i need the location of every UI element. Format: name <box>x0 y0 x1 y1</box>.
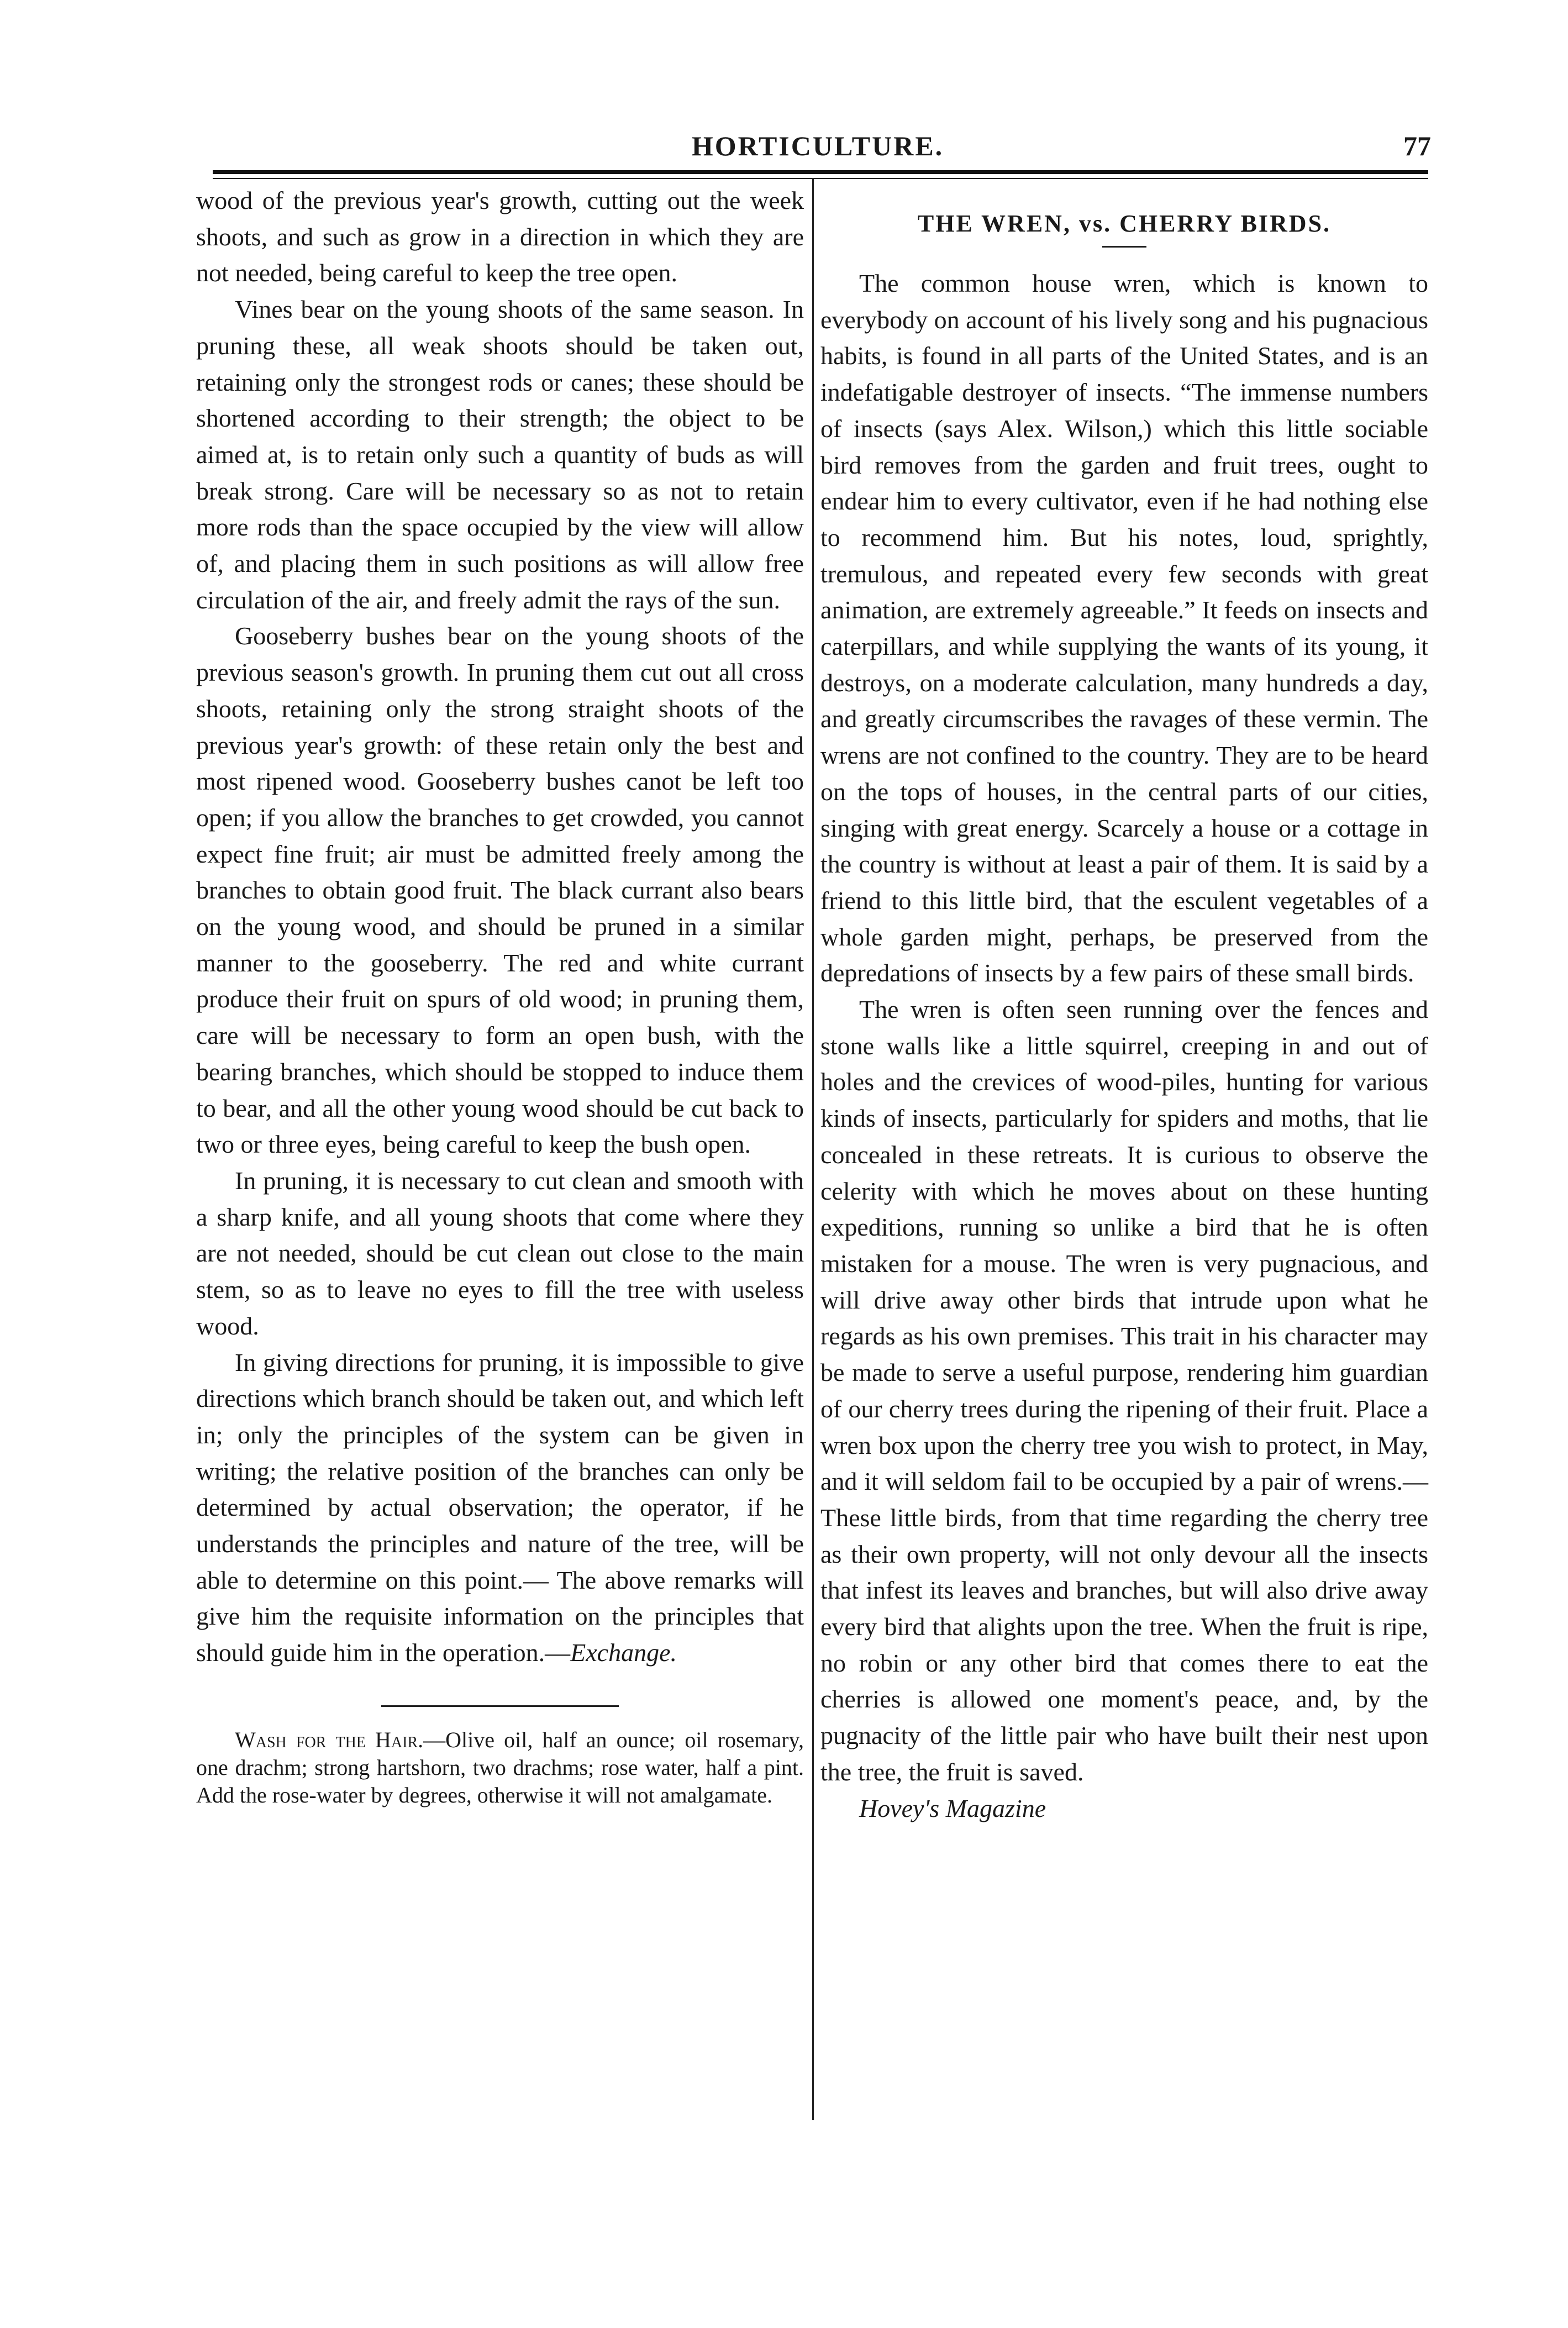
pruning-paragraph-1: wood of the previous year's growth, cutting out the week shoots, and such as grow in a direction in which they are not needed, being careful to keep the tree open. <box>196 186 804 287</box>
hovey-source: Hovey's Magazine <box>859 1794 1046 1822</box>
header-rule <box>213 170 1428 174</box>
pruning-paragraph-gooseberry: Gooseberry bushes bear on the young shoots of the previous season's growth. In pruning them cut out all cross shoots, retaining only the strong straight shoots of the previous year's growth: of these retain only the best and most ripened wood. Gooseberry bushes canot be left too open; if you allow the branches to get crowded, you cannot expect fine fruit; air must be admitted freely among the branches to obtain good fruit. The black currant also bears on the young wood, and should be pruned in a similar manner to the gooseberry. The red and white currant produce their fruit on spurs of old wood; in pruning them, care will be necessary to form an open bush, with the bearing branches, which should be stopped to induce them to bear, and all the other young wood should be cut back to two or three eyes, being careful to keep the bush open. <box>196 622 804 1159</box>
wren-article-title: THE WREN, vs. CHERRY BIRDS. <box>917 210 1332 237</box>
page-header <box>199 124 1437 169</box>
hair-wash-lead: Wash for the Hair. <box>235 1727 424 1752</box>
column-divider <box>812 178 814 2120</box>
header-rule-thin <box>213 178 1428 179</box>
directions-text: In giving directions for pruning, it is impossible to give directions which branch should be taken out, and which left in; only the principles of the system can be given in writing; the relative position of the branches can only be determined by actual observation; the operator, if he understands the principles and nature of the tree, will be able to determine on this point.— The above remarks will give him the requisite information on the principles that should guide him in the operation.— <box>196 1348 804 1667</box>
left-column <box>196 182 804 1809</box>
page-number: 77 <box>1403 130 1431 161</box>
running-head: HORTICULTURE. <box>691 130 944 161</box>
pruning-paragraph-knife: In pruning, it is necessary to cut clean and smooth with a sharp knife, and all young shoots that come where they are not needed, should be cut clean out close to the main stem, so as to leave no eyes to fill the tree with useless wood. <box>196 1166 804 1340</box>
hair-wash-note <box>196 1726 804 1809</box>
wren-paragraph-1: The common house wren, which is known to everybody on account of his lively song and his pugnacious habits, is found in all parts of the United States, and is an indefatigable destroyer of insects. “The immense numbers of insects (says Alex. Wilson,) which this little sociable bird removes from the garden and fruit trees, ought to endear him to every cultivator, even if he had nothing else to recommend him. But his notes, loud, sprightly, tremulous, and repeated every few seconds with great animation, are extremely agreeable.” It feeds on insects and caterpillars, and while supplying the wants of its young, it destroys, on a moderate calculation, many hundreds a day, and greatly circumscribes the ravages of these vermin. The wrens are not confined to the country. They are to be heard on the tops of houses, in the central parts of our cities, singing with great energy. Scarcely a house or a cottage in the country is without at least a pair of them. It is said by a friend to this little bird, that the esculent vegetables of a whole garden might, perhaps, be preserved from the depredations of insects by a few pairs of these small birds. <box>820 269 1428 987</box>
hair-wash-body: —Olive oil, half an ounce; oil rosemary, one drachm; strong hartshorn, two drachms; rose water, half a pint. Add the rose-water by degrees, otherwise it will not amalgamate. <box>196 1727 804 1807</box>
title-rule <box>1102 246 1146 248</box>
exchange-source: Exchange. <box>570 1638 677 1667</box>
right-column <box>820 182 1428 1826</box>
wren-paragraph-2: The wren is often seen running over the fences and stone walls like a little squirrel, creeping in and out of holes and the crevices of wood-piles, hunting for various kinds of insects, particularly for spiders and moths, that lie concealed in these retreats. It is curious to observe the celerity with which he moves about on these hunting expeditions, running so unlike a bird that he is often mistaken for a mouse. The wren is very pugnacious, and will drive away other birds that intrude upon what he regards as his own premises. This trait in his character may be made to serve a useful purpose, rendering him guardian of our cherry trees during the ripening of their fruit. Place a wren box upon the cherry tree you wish to protect, in May, and it will seldom fail to be occupied by a pair of wrens.— These little birds, from that time regarding the cherry tree as their own property, will not only devour all the insects that infest its leaves and branches, but will also drive away every bird that alights upon the tree. When the fruit is ripe, no robin or any other bird that comes there to eat the cherries is allowed one moment's peace, and, by the pugnacity of the little pair who have built their nest upon the tree, the fruit is saved. <box>820 995 1428 1786</box>
section-rule <box>381 1705 619 1707</box>
pruning-paragraph-vines: Vines bear on the young shoots of the same season. In pruning these, all weak shoots should be taken out, retaining only the strongest rods or canes; these should be shortened according to their strength; the object to be aimed at, is to retain only such a quantity of buds as will break strong. Care will be necessary so as not to retain more rods than the space occupied by the view will allow of, and placing them in such positions as will allow free circulation of the air, and freely admit the rays of the sun. <box>196 295 804 614</box>
pruning-paragraph-directions <box>196 1344 804 1671</box>
